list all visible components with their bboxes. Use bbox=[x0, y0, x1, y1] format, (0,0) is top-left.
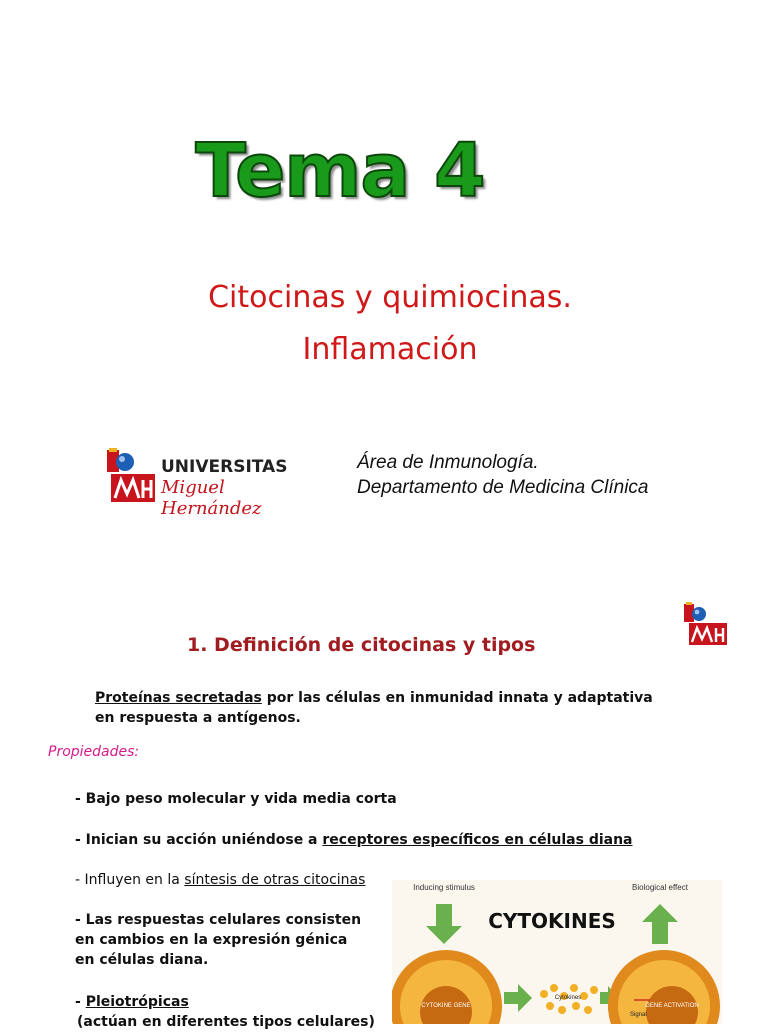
section-heading: 1. Definición de citocinas y tipos bbox=[187, 634, 536, 656]
logo-text-miguel-hernandez: Miguel Hernández bbox=[161, 477, 262, 519]
property-2-underlined: receptores específicos en células diana bbox=[322, 832, 633, 848]
property-3-prefix: - Influyen en la bbox=[75, 872, 185, 888]
university-logo bbox=[105, 446, 325, 519]
biological-effect-label: Biological effect bbox=[632, 883, 688, 892]
cytokine-gene-label: CYTOKINE GENE bbox=[421, 1003, 471, 1009]
inducing-stimulus-label: Inducing stimulus bbox=[413, 883, 475, 892]
property-4-line-1: - Las respuestas celulares consisten bbox=[75, 912, 362, 928]
property-item-1: - Bajo peso molecular y vida media corta bbox=[75, 791, 397, 807]
subtitle-line-1: Citocinas y quimiocinas. bbox=[208, 280, 572, 315]
cytokines-diagram bbox=[392, 880, 722, 1024]
gene-activation-label: GENE ACTIVATION bbox=[645, 1003, 699, 1009]
slide-title: Tema 4 bbox=[195, 128, 485, 214]
property-item-6: (actúan en diferentes tipos celulares) bbox=[77, 1014, 375, 1030]
cytokines-label: Cytokines bbox=[554, 995, 582, 1001]
department-line-1: Área de Inmunología. bbox=[357, 452, 539, 473]
cytokines-figure bbox=[392, 880, 722, 1024]
figure-title: CYTOKINES bbox=[488, 909, 616, 933]
property-4-line-2: en cambios en la expresión génica bbox=[75, 932, 348, 948]
property-item-5 bbox=[75, 992, 189, 1012]
property-4-line-3: en células diana. bbox=[75, 952, 209, 968]
logo-text-universitas: UNIVERSITAS bbox=[161, 457, 288, 477]
umh-emblem-icon bbox=[105, 446, 161, 506]
intro-line-2: en respuesta a antígenos. bbox=[95, 710, 301, 726]
subtitle-line-2: Inflamación bbox=[302, 332, 478, 367]
intro-line-1-rest: por las células en inmunidad innata y adaptativa bbox=[261, 690, 653, 706]
properties-label: Propiedades: bbox=[48, 744, 140, 760]
department-line-2: Departamento de Medicina Clínica bbox=[357, 477, 649, 498]
property-item-3 bbox=[75, 870, 365, 890]
intro-paragraph bbox=[95, 688, 695, 728]
property-item-4 bbox=[75, 910, 375, 970]
signal-label: Signal bbox=[630, 1012, 647, 1018]
property-2-prefix: - Inician su acción uniéndose a bbox=[75, 832, 323, 848]
intro-underlined-term: Proteínas secretadas bbox=[95, 690, 262, 706]
property-5-underlined: Pleiotrópicas bbox=[85, 994, 189, 1010]
property-5-prefix: - bbox=[75, 994, 86, 1010]
property-item-2 bbox=[75, 830, 633, 850]
property-3-underlined: síntesis de otras citocinas bbox=[184, 872, 366, 888]
umh-emblem-small-icon bbox=[683, 601, 731, 647]
umh-small-logo bbox=[683, 601, 731, 647]
